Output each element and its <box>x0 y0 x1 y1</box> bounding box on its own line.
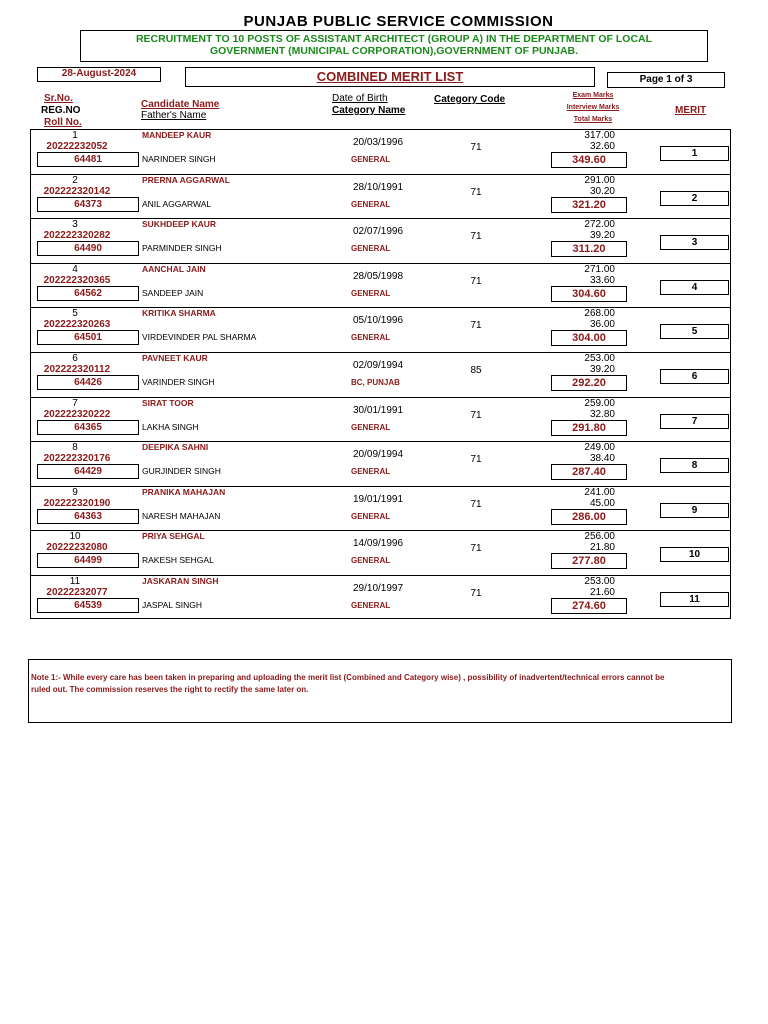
exam-marks: 268.00 <box>584 308 615 320</box>
candidate-name: PRIYA SEHGAL <box>142 531 205 542</box>
table-row <box>31 353 730 398</box>
category-name: GENERAL <box>351 601 391 610</box>
interview-marks: 39.20 <box>589 364 615 375</box>
category-code: 85 <box>470 365 482 376</box>
date-of-birth: 30/01/1991 <box>353 404 404 416</box>
father-name: PARMINDER SINGH <box>142 243 222 254</box>
interview-marks: 39.20 <box>589 230 615 242</box>
date-of-birth: 05/10/1996 <box>353 315 404 327</box>
col-category-name: Category Name <box>332 105 406 116</box>
interview-marks: 33.60 <box>589 274 615 286</box>
sr-no: 3 <box>72 219 78 231</box>
candidate-name: PRANIKA MAHAJAN <box>142 486 226 497</box>
merit-rank: 3 <box>660 235 729 250</box>
page-indicator: Page 1 of 3 <box>607 72 725 88</box>
father-name: VIRDEVINDER PAL SHARMA <box>142 332 257 343</box>
date-of-birth: 02/07/1996 <box>353 226 404 238</box>
exam-marks: 253.00 <box>584 576 615 587</box>
list-date: 28-August-2024 <box>37 67 161 82</box>
note-box <box>28 659 732 723</box>
category-name: GENERAL <box>351 288 391 298</box>
candidate-name: PAVNEET KAUR <box>142 353 208 363</box>
exam-marks: 317.00 <box>584 130 615 141</box>
reg-no: 20222232077 <box>46 587 108 598</box>
roll-no: 64562 <box>37 286 139 301</box>
merit-rank: 11 <box>660 592 729 607</box>
roll-no: 64365 <box>37 420 139 435</box>
category-code: 71 <box>470 320 482 332</box>
interview-marks: 38.40 <box>589 453 615 465</box>
merit-rank: 1 <box>660 146 729 161</box>
col-exam-marks: Exam Marks <box>572 92 614 99</box>
merit-rank: 9 <box>660 503 729 518</box>
interview-marks: 21.80 <box>589 542 615 554</box>
total-marks: 286.00 <box>551 509 627 525</box>
table-row <box>31 130 730 175</box>
father-name: GURJINDER SINGH <box>142 466 221 477</box>
reg-no: 202222320142 <box>43 185 111 197</box>
category-code: 71 <box>470 588 482 599</box>
roll-no: 64426 <box>37 375 139 390</box>
father-name: ANIL AGGARWAL <box>142 198 212 209</box>
org-title: PUNJAB PUBLIC SERVICE COMMISSION <box>243 13 554 30</box>
date-of-birth: 20/09/1994 <box>353 449 404 461</box>
interview-marks: 45.00 <box>589 497 615 509</box>
roll-no: 64499 <box>37 553 139 568</box>
roll-no: 64539 <box>37 598 139 613</box>
sr-no: 6 <box>72 353 78 364</box>
category-name: GENERAL <box>351 467 391 477</box>
exam-marks: 259.00 <box>584 397 615 409</box>
merit-rank: 10 <box>660 547 729 562</box>
candidate-name: DEEPIKA SAHNI <box>142 442 209 453</box>
col-category-code: Category Code <box>434 94 506 105</box>
table-row <box>31 487 730 532</box>
reg-no: 202222320176 <box>43 453 111 465</box>
exam-marks: 291.00 <box>584 174 615 186</box>
category-name: GENERAL <box>351 155 391 164</box>
table-row <box>31 576 730 621</box>
table-row <box>31 531 730 576</box>
roll-no: 64429 <box>37 464 139 479</box>
disclaimer-note: Note 1:- While every care has been taken in preparing and uploading the merit list (Combined and Category wise) , possibility of inadvertent/technical errors cannot be ruled out. The commission reserves the right to rectify the same later on. <box>31 673 665 694</box>
category-name: GENERAL <box>351 199 391 209</box>
reg-no: 202222320222 <box>43 408 111 420</box>
sr-no: 10 <box>69 531 81 543</box>
exam-marks: 249.00 <box>584 442 615 454</box>
date-of-birth: 20/03/1996 <box>353 137 404 148</box>
merit-rank: 7 <box>660 414 729 429</box>
merit-rank: 8 <box>660 458 729 473</box>
date-of-birth: 19/01/1991 <box>353 493 404 505</box>
reg-no: 20222232080 <box>46 542 108 554</box>
date-of-birth: 28/05/1998 <box>353 270 404 282</box>
roll-no: 64501 <box>37 330 139 345</box>
table-row <box>31 175 730 220</box>
candidate-name: KRITIKA SHARMA <box>142 308 216 319</box>
table-row <box>31 308 730 353</box>
col-sr-no: Sr.No. <box>44 93 73 104</box>
merit-table <box>30 129 731 619</box>
col-total-marks: Total Marks <box>573 116 613 123</box>
date-of-birth: 02/09/1994 <box>353 360 404 371</box>
exam-marks: 241.00 <box>584 486 615 498</box>
candidate-name: AANCHAL JAIN <box>142 263 206 274</box>
col-fathers-name: Father's Name <box>141 110 207 121</box>
roll-no: 64481 <box>37 152 139 167</box>
reg-no: 202222320365 <box>43 274 111 286</box>
merit-rank: 5 <box>660 324 729 339</box>
col-candidate-name: Candidate Name <box>141 99 220 110</box>
category-name: GENERAL <box>351 511 391 521</box>
reg-no: 202222320263 <box>43 319 111 331</box>
col-reg-no: REG.NO <box>41 105 81 116</box>
total-marks: 311.20 <box>551 241 627 257</box>
sr-no: 2 <box>72 174 78 186</box>
category-code: 71 <box>470 275 482 287</box>
table-row <box>31 398 730 443</box>
category-name: GENERAL <box>351 333 391 343</box>
total-marks: 291.80 <box>551 420 627 436</box>
sr-no: 4 <box>72 263 78 275</box>
total-marks: 349.60 <box>551 152 627 168</box>
candidate-name: PRERNA AGGARWAL <box>142 174 230 185</box>
reg-no: 202222320112 <box>43 364 111 375</box>
father-name: LAKHA SINGH <box>142 421 199 432</box>
father-name: RAKESH SEHGAL <box>142 555 214 566</box>
exam-marks: 272.00 <box>584 219 615 231</box>
category-name: BC, PUNJAB <box>351 378 400 387</box>
father-name: VARINDER SINGH <box>142 377 215 387</box>
total-marks: 292.20 <box>551 375 627 391</box>
merit-rank: 2 <box>660 191 729 206</box>
table-row <box>31 264 730 309</box>
col-roll-no: Roll No. <box>44 117 82 128</box>
subtitle-line-1: RECRUITMENT TO 10 POSTS OF ASSISTANT ARCHITECT (GROUP A) IN THE DEPARTMENT OF LOCAL <box>135 33 653 45</box>
father-name: JASPAL SINGH <box>142 600 202 610</box>
total-marks: 287.40 <box>551 464 627 480</box>
category-code: 71 <box>470 454 482 466</box>
sr-no: 11 <box>69 576 81 587</box>
interview-marks: 32.60 <box>589 141 615 152</box>
date-of-birth: 29/10/1997 <box>353 583 404 594</box>
candidate-name: JASKARAN SINGH <box>142 576 219 586</box>
roll-no: 64490 <box>37 241 139 256</box>
father-name: NARESH MAHAJAN <box>142 510 221 521</box>
interview-marks: 30.20 <box>589 185 615 197</box>
total-marks: 304.00 <box>551 330 627 346</box>
category-code: 71 <box>470 231 482 243</box>
category-name: GENERAL <box>351 556 391 566</box>
interview-marks: 21.60 <box>589 587 615 598</box>
total-marks: 274.60 <box>551 598 627 614</box>
list-title: COMBINED MERIT LIST <box>185 67 595 87</box>
category-name: GENERAL <box>351 244 391 254</box>
sr-no: 8 <box>72 442 78 454</box>
subtitle-line-2: GOVERNMENT (MUNICIPAL CORPORATION),GOVERNMENT OF PUNJAB. <box>209 45 579 57</box>
interview-marks: 32.80 <box>589 408 615 420</box>
date-of-birth: 28/10/1991 <box>353 181 404 193</box>
sr-no: 7 <box>72 397 78 409</box>
category-code: 71 <box>470 142 482 153</box>
exam-marks: 253.00 <box>584 353 615 364</box>
date-of-birth: 14/09/1996 <box>353 538 404 550</box>
table-row <box>31 442 730 487</box>
merit-rank: 4 <box>660 280 729 295</box>
category-code: 71 <box>470 498 482 510</box>
father-name: NARINDER SINGH <box>142 154 216 164</box>
father-name: SANDEEP JAIN <box>142 287 204 298</box>
category-code: 71 <box>470 543 482 555</box>
reg-no: 202222320282 <box>43 230 111 242</box>
reg-no: 202222320190 <box>43 497 111 509</box>
sr-no: 9 <box>72 486 78 498</box>
total-marks: 304.60 <box>551 286 627 302</box>
exam-marks: 256.00 <box>584 531 615 543</box>
sr-no: 1 <box>72 130 78 141</box>
recruitment-subtitle <box>80 30 708 62</box>
col-merit: MERIT <box>675 105 707 116</box>
table-row <box>31 219 730 264</box>
interview-marks: 36.00 <box>589 319 615 331</box>
category-name: GENERAL <box>351 422 391 432</box>
category-code: 71 <box>470 186 482 198</box>
candidate-name: SIRAT TOOR <box>142 397 194 408</box>
roll-no: 64373 <box>37 197 139 212</box>
sr-no: 5 <box>72 308 78 320</box>
candidate-name: SUKHDEEP KAUR <box>142 219 216 230</box>
col-interview-marks: Interview Marks <box>566 104 620 111</box>
total-marks: 277.80 <box>551 553 627 569</box>
exam-marks: 271.00 <box>584 263 615 275</box>
col-dob: Date of Birth <box>332 93 388 104</box>
merit-rank: 6 <box>660 369 729 384</box>
reg-no: 20222232052 <box>46 141 108 152</box>
total-marks: 321.20 <box>551 197 627 213</box>
candidate-name: MANDEEP KAUR <box>142 130 212 140</box>
category-code: 71 <box>470 409 482 421</box>
roll-no: 64363 <box>37 509 139 524</box>
